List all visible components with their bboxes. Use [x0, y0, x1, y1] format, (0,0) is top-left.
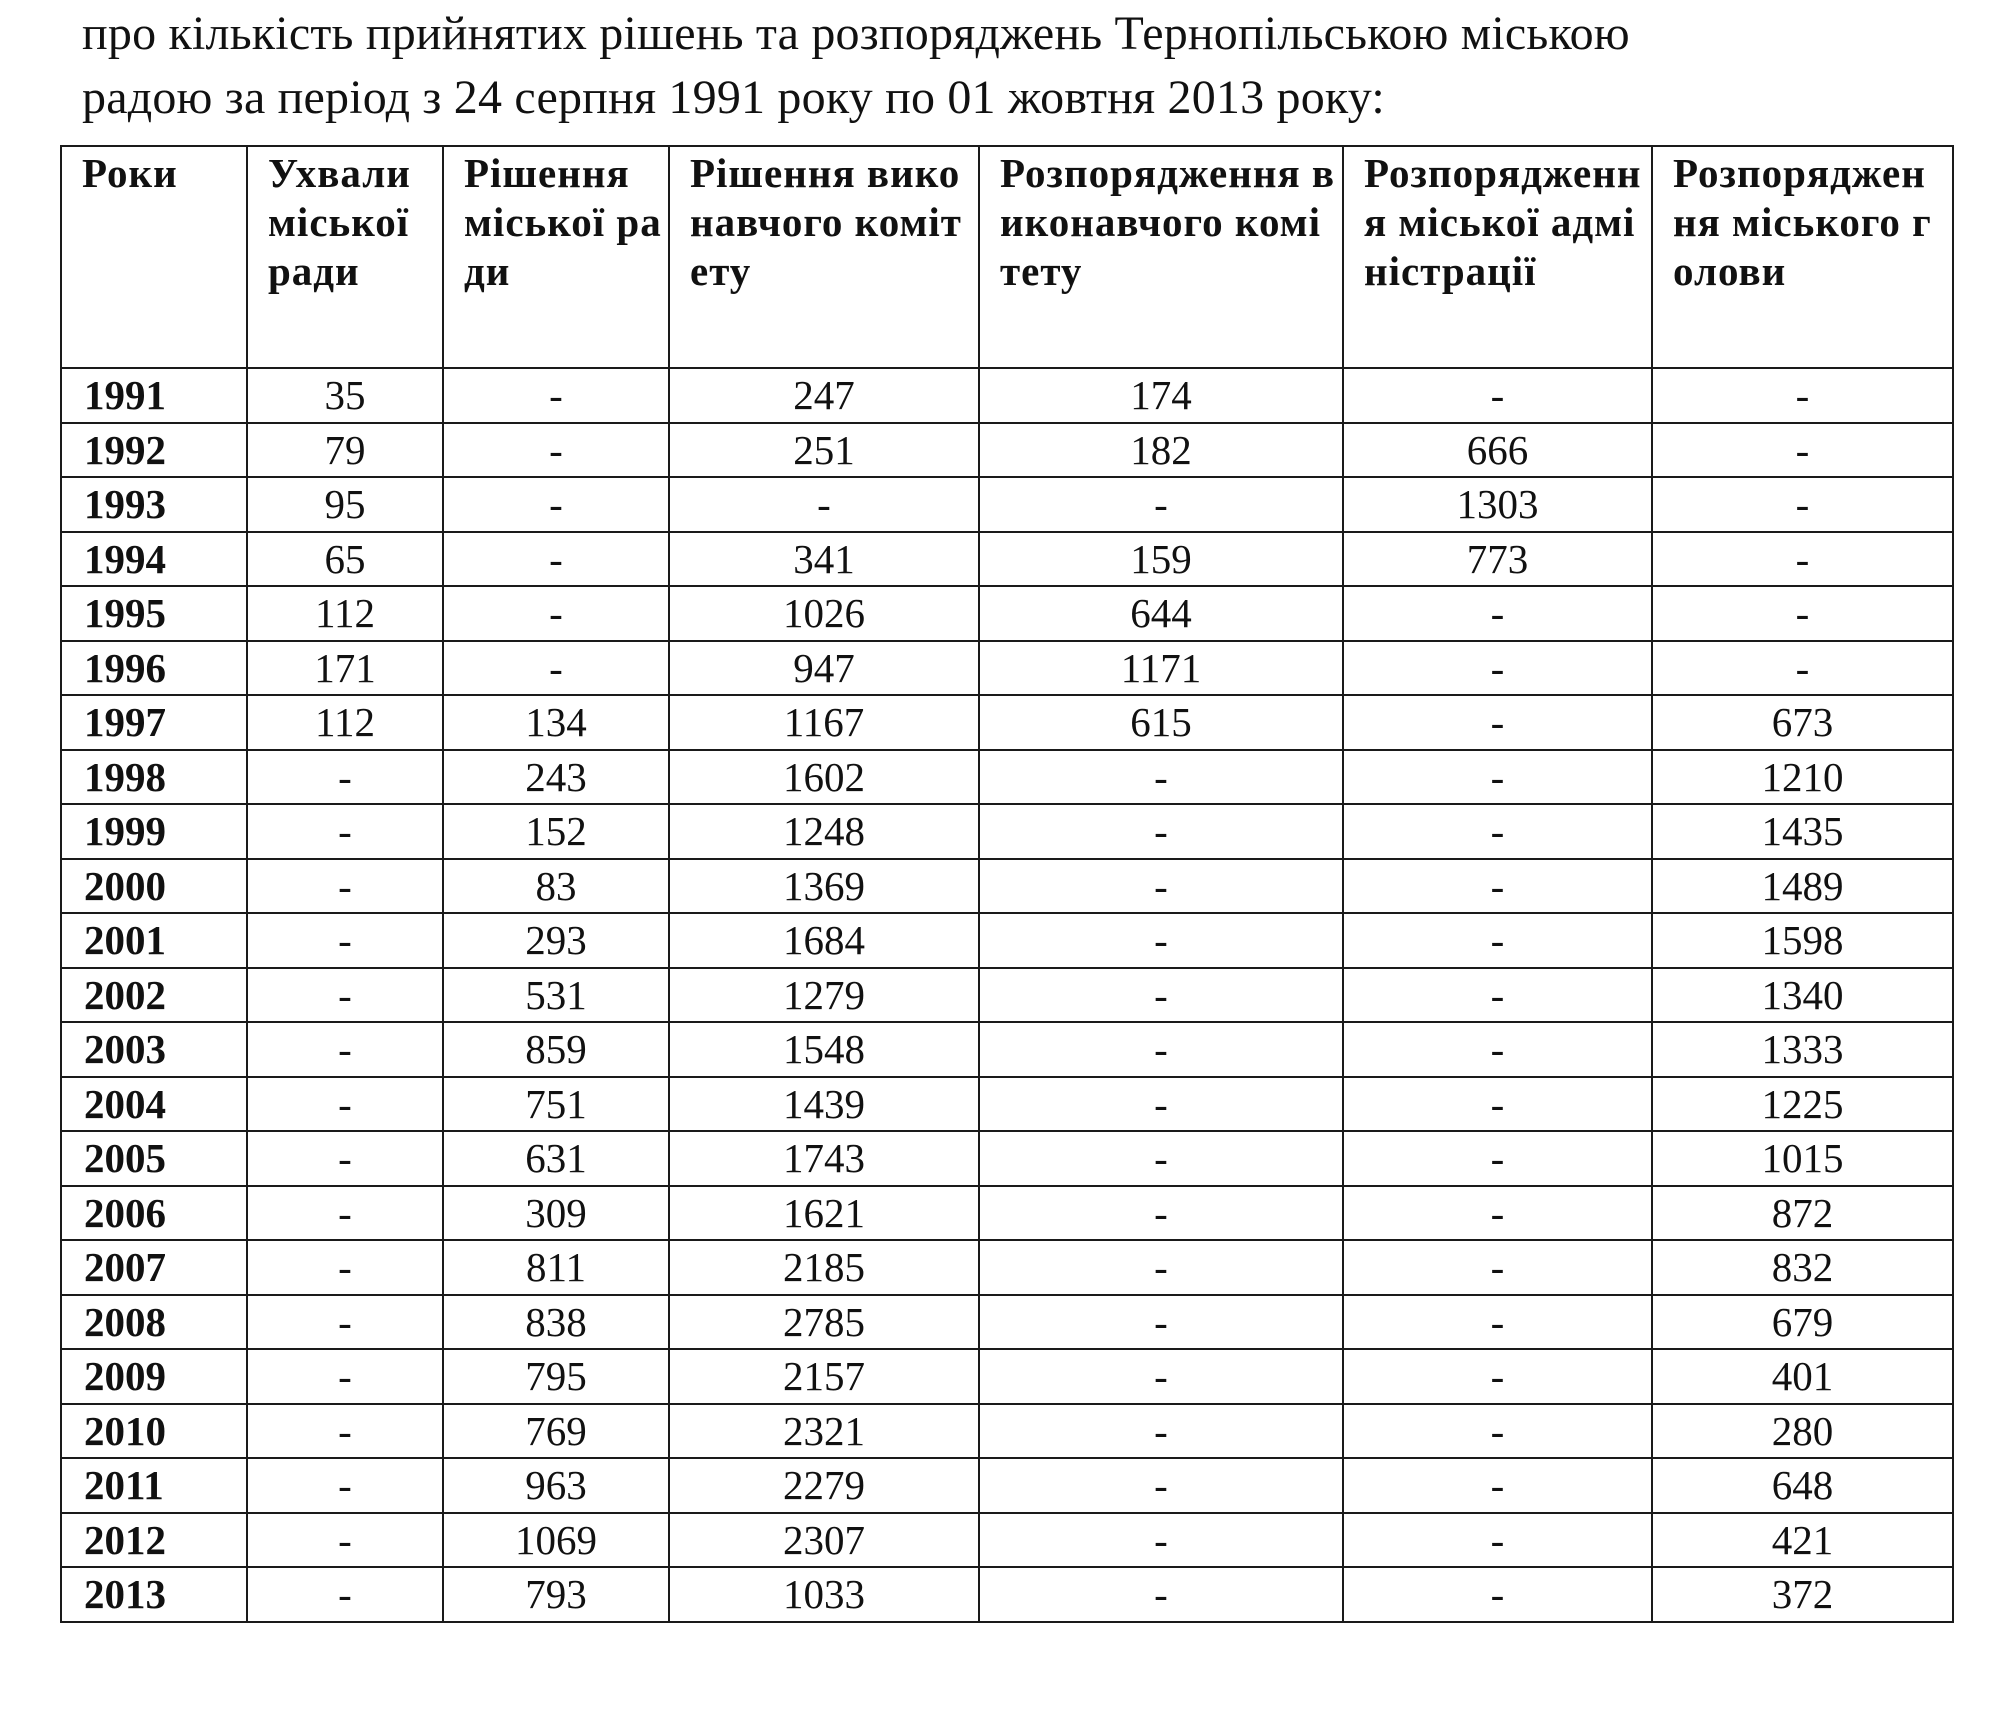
mayor-orders-cell: 832 — [1652, 1240, 1953, 1295]
table-row — [61, 750, 1953, 805]
year-cell: 2007 — [61, 1240, 247, 1295]
executive-orders-cell: 644 — [979, 586, 1343, 641]
council-decisions-cell: 243 — [443, 750, 669, 805]
table-row — [61, 1404, 1953, 1459]
table-row — [61, 1567, 1953, 1622]
year-cell: 2009 — [61, 1349, 247, 1404]
table-row — [61, 1458, 1953, 1513]
year-cell: 1991 — [61, 368, 247, 423]
header-council-decisions: Рішення міської ради — [443, 146, 669, 368]
council-resolutions-cell: - — [247, 1186, 443, 1241]
mayor-orders-cell: 1333 — [1652, 1022, 1953, 1077]
executive-decisions-cell: 947 — [669, 641, 979, 696]
year-cell: 2011 — [61, 1458, 247, 1513]
year-cell: 2012 — [61, 1513, 247, 1568]
administration-orders-cell: - — [1343, 586, 1652, 641]
council-decisions-cell: 769 — [443, 1404, 669, 1459]
table-row — [61, 586, 1953, 641]
council-resolutions-cell: 79 — [247, 423, 443, 478]
executive-orders-cell: - — [979, 477, 1343, 532]
table-row — [61, 477, 1953, 532]
council-decisions-cell: 795 — [443, 1349, 669, 1404]
executive-decisions-cell: 2321 — [669, 1404, 979, 1459]
header-executive-committee-orders: Розпорядження виконавчого комітету — [979, 146, 1343, 368]
executive-orders-cell: - — [979, 1077, 1343, 1132]
council-resolutions-cell: - — [247, 1458, 443, 1513]
table-row — [61, 1022, 1953, 1077]
header-executive-committee-decisions: Рішення виконавчого комітету — [669, 146, 979, 368]
executive-decisions-cell: 1033 — [669, 1567, 979, 1622]
council-resolutions-cell: - — [247, 1022, 443, 1077]
mayor-orders-cell: - — [1652, 368, 1953, 423]
council-decisions-cell: - — [443, 423, 669, 478]
executive-decisions-cell: 1439 — [669, 1077, 979, 1132]
mayor-orders-cell: 1015 — [1652, 1131, 1953, 1186]
year-cell: 2008 — [61, 1295, 247, 1350]
mayor-orders-cell: 872 — [1652, 1186, 1953, 1241]
executive-orders-cell: - — [979, 859, 1343, 914]
mayor-orders-cell: - — [1652, 423, 1953, 478]
executive-orders-cell: - — [979, 804, 1343, 859]
executive-decisions-cell: 247 — [669, 368, 979, 423]
table-row — [61, 913, 1953, 968]
table-row — [61, 1295, 1953, 1350]
council-resolutions-cell: 112 — [247, 586, 443, 641]
administration-orders-cell: - — [1343, 1404, 1652, 1459]
mayor-orders-cell: 1340 — [1652, 968, 1953, 1023]
year-cell: 2002 — [61, 968, 247, 1023]
council-resolutions-cell: - — [247, 1567, 443, 1622]
header-mayor-orders: Розпорядження міського голови — [1652, 146, 1953, 368]
council-resolutions-cell: - — [247, 1131, 443, 1186]
intro-line-2: радою за період з 24 серпня 1991 року по 01 жовтня 2013 року: — [82, 71, 1385, 124]
executive-decisions-cell: 1602 — [669, 750, 979, 805]
executive-decisions-cell: 1026 — [669, 586, 979, 641]
administration-orders-cell: - — [1343, 1186, 1652, 1241]
mayor-orders-cell: 401 — [1652, 1349, 1953, 1404]
council-decisions-cell: 309 — [443, 1186, 669, 1241]
executive-decisions-cell: 251 — [669, 423, 979, 478]
council-decisions-cell: 751 — [443, 1077, 669, 1132]
council-resolutions-cell: - — [247, 913, 443, 968]
council-resolutions-cell: - — [247, 750, 443, 805]
administration-orders-cell: - — [1343, 641, 1652, 696]
council-decisions-cell: 631 — [443, 1131, 669, 1186]
executive-decisions-cell: 1369 — [669, 859, 979, 914]
executive-orders-cell: - — [979, 1404, 1343, 1459]
table-header-row — [61, 146, 1953, 368]
table-row — [61, 859, 1953, 914]
table-row — [61, 423, 1953, 478]
administration-orders-cell: - — [1343, 368, 1652, 423]
executive-decisions-cell: 341 — [669, 532, 979, 587]
decisions-table — [60, 145, 1954, 1623]
council-decisions-cell: - — [443, 532, 669, 587]
table-row — [61, 1349, 1953, 1404]
council-decisions-cell: 963 — [443, 1458, 669, 1513]
administration-orders-cell: - — [1343, 1567, 1652, 1622]
council-decisions-cell: 152 — [443, 804, 669, 859]
header-city-administration-orders: Розпорядження міської адміністрації — [1343, 146, 1652, 368]
council-resolutions-cell: - — [247, 859, 443, 914]
table-row — [61, 804, 1953, 859]
administration-orders-cell: - — [1343, 1513, 1652, 1568]
year-cell: 1997 — [61, 695, 247, 750]
executive-decisions-cell: 1279 — [669, 968, 979, 1023]
table-row — [61, 641, 1953, 696]
council-decisions-cell: - — [443, 641, 669, 696]
executive-decisions-cell: 2185 — [669, 1240, 979, 1295]
council-resolutions-cell: 35 — [247, 368, 443, 423]
executive-decisions-cell: 1621 — [669, 1186, 979, 1241]
table-row — [61, 695, 1953, 750]
table-row — [61, 1186, 1953, 1241]
year-cell: 2010 — [61, 1404, 247, 1459]
executive-decisions-cell: 1684 — [669, 913, 979, 968]
mayor-orders-cell: 1598 — [1652, 913, 1953, 968]
executive-orders-cell: 174 — [979, 368, 1343, 423]
table-row — [61, 1513, 1953, 1568]
administration-orders-cell: - — [1343, 804, 1652, 859]
intro-line-1: про кількість прийнятих рішень та розпоряджень Тернопільською міською — [82, 7, 1630, 60]
executive-orders-cell: - — [979, 1513, 1343, 1568]
administration-orders-cell: - — [1343, 695, 1652, 750]
council-resolutions-cell: 65 — [247, 532, 443, 587]
year-cell: 2003 — [61, 1022, 247, 1077]
administration-orders-cell: - — [1343, 1295, 1652, 1350]
mayor-orders-cell: 372 — [1652, 1567, 1953, 1622]
year-cell: 1999 — [61, 804, 247, 859]
executive-decisions-cell: 1248 — [669, 804, 979, 859]
executive-decisions-cell: 2279 — [669, 1458, 979, 1513]
mayor-orders-cell: - — [1652, 641, 1953, 696]
year-cell: 2001 — [61, 913, 247, 968]
mayor-orders-cell: 421 — [1652, 1513, 1953, 1568]
administration-orders-cell: - — [1343, 859, 1652, 914]
mayor-orders-cell: 673 — [1652, 695, 1953, 750]
mayor-orders-cell: 280 — [1652, 1404, 1953, 1459]
mayor-orders-cell: - — [1652, 477, 1953, 532]
executive-decisions-cell: 1548 — [669, 1022, 979, 1077]
executive-orders-cell: 182 — [979, 423, 1343, 478]
executive-orders-cell: 1171 — [979, 641, 1343, 696]
year-cell: 1996 — [61, 641, 247, 696]
administration-orders-cell: 1303 — [1343, 477, 1652, 532]
administration-orders-cell: - — [1343, 1349, 1652, 1404]
year-cell: 1998 — [61, 750, 247, 805]
year-cell: 1993 — [61, 477, 247, 532]
executive-orders-cell: - — [979, 1458, 1343, 1513]
administration-orders-cell: - — [1343, 1240, 1652, 1295]
administration-orders-cell: - — [1343, 1022, 1652, 1077]
mayor-orders-cell: - — [1652, 586, 1953, 641]
executive-orders-cell: - — [979, 1295, 1343, 1350]
table-row — [61, 368, 1953, 423]
executive-orders-cell: - — [979, 1349, 1343, 1404]
executive-decisions-cell: 2785 — [669, 1295, 979, 1350]
table-row — [61, 1240, 1953, 1295]
council-decisions-cell: 838 — [443, 1295, 669, 1350]
council-decisions-cell: 83 — [443, 859, 669, 914]
year-cell: 1995 — [61, 586, 247, 641]
council-resolutions-cell: - — [247, 968, 443, 1023]
executive-decisions-cell: - — [669, 477, 979, 532]
council-decisions-cell: 134 — [443, 695, 669, 750]
council-resolutions-cell: - — [247, 1513, 443, 1568]
executive-orders-cell: - — [979, 1022, 1343, 1077]
council-decisions-cell: 531 — [443, 968, 669, 1023]
executive-decisions-cell: 1743 — [669, 1131, 979, 1186]
administration-orders-cell: - — [1343, 913, 1652, 968]
council-resolutions-cell: - — [247, 1404, 443, 1459]
year-cell: 2013 — [61, 1567, 247, 1622]
administration-orders-cell: 773 — [1343, 532, 1652, 587]
council-resolutions-cell: - — [247, 1349, 443, 1404]
council-resolutions-cell: - — [247, 1077, 443, 1132]
table-row — [61, 532, 1953, 587]
administration-orders-cell: - — [1343, 1458, 1652, 1513]
council-resolutions-cell: - — [247, 1240, 443, 1295]
intro-text — [82, 2, 1962, 130]
table-row — [61, 1077, 1953, 1132]
executive-orders-cell: - — [979, 1131, 1343, 1186]
mayor-orders-cell: 1210 — [1652, 750, 1953, 805]
council-resolutions-cell: - — [247, 804, 443, 859]
executive-orders-cell: - — [979, 750, 1343, 805]
administration-orders-cell: - — [1343, 1077, 1652, 1132]
year-cell: 2004 — [61, 1077, 247, 1132]
council-decisions-cell: - — [443, 586, 669, 641]
executive-decisions-cell: 2307 — [669, 1513, 979, 1568]
year-cell: 2005 — [61, 1131, 247, 1186]
year-cell: 1994 — [61, 532, 247, 587]
mayor-orders-cell: 679 — [1652, 1295, 1953, 1350]
year-cell: 2000 — [61, 859, 247, 914]
mayor-orders-cell: 1489 — [1652, 859, 1953, 914]
council-decisions-cell: 811 — [443, 1240, 669, 1295]
year-cell: 2006 — [61, 1186, 247, 1241]
council-decisions-cell: 793 — [443, 1567, 669, 1622]
administration-orders-cell: - — [1343, 750, 1652, 805]
table-row — [61, 968, 1953, 1023]
executive-orders-cell: - — [979, 1186, 1343, 1241]
mayor-orders-cell: 1435 — [1652, 804, 1953, 859]
header-council-resolutions: Ухвали міської ради — [247, 146, 443, 368]
council-decisions-cell: 859 — [443, 1022, 669, 1077]
mayor-orders-cell: - — [1652, 532, 1953, 587]
mayor-orders-cell: 1225 — [1652, 1077, 1953, 1132]
administration-orders-cell: 666 — [1343, 423, 1652, 478]
executive-orders-cell: 159 — [979, 532, 1343, 587]
executive-decisions-cell: 1167 — [669, 695, 979, 750]
council-resolutions-cell: 171 — [247, 641, 443, 696]
table-row — [61, 1131, 1953, 1186]
council-decisions-cell: - — [443, 477, 669, 532]
executive-orders-cell: - — [979, 913, 1343, 968]
executive-orders-cell: - — [979, 1567, 1343, 1622]
executive-orders-cell: - — [979, 1240, 1343, 1295]
council-resolutions-cell: 95 — [247, 477, 443, 532]
executive-orders-cell: 615 — [979, 695, 1343, 750]
council-resolutions-cell: 112 — [247, 695, 443, 750]
year-cell: 1992 — [61, 423, 247, 478]
administration-orders-cell: - — [1343, 968, 1652, 1023]
council-decisions-cell: 293 — [443, 913, 669, 968]
executive-decisions-cell: 2157 — [669, 1349, 979, 1404]
council-resolutions-cell: - — [247, 1295, 443, 1350]
mayor-orders-cell: 648 — [1652, 1458, 1953, 1513]
table-body — [61, 368, 1953, 1622]
council-decisions-cell: - — [443, 368, 669, 423]
header-years: Роки — [61, 146, 247, 368]
council-decisions-cell: 1069 — [443, 1513, 669, 1568]
executive-orders-cell: - — [979, 968, 1343, 1023]
administration-orders-cell: - — [1343, 1131, 1652, 1186]
